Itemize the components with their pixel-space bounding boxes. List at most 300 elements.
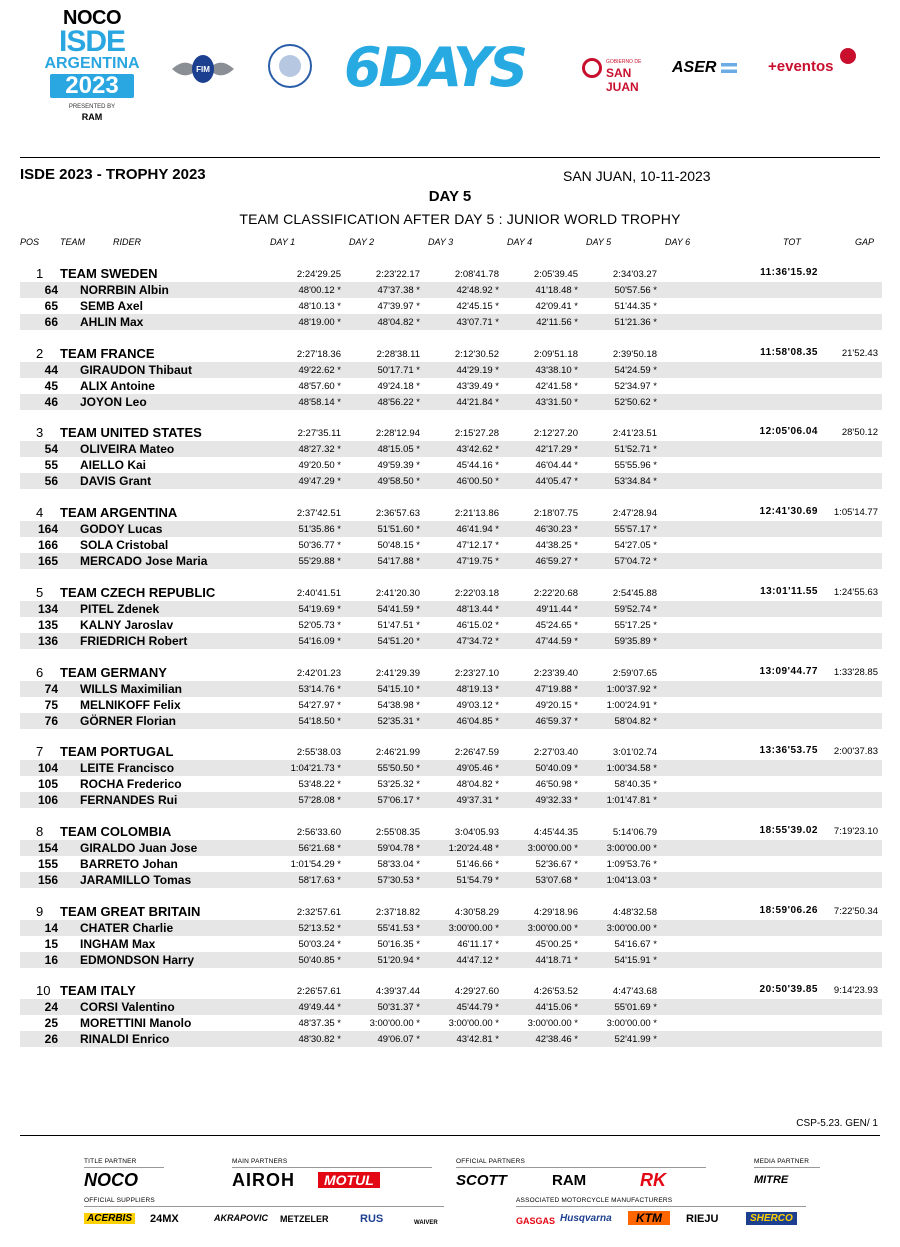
- rider-name: AIELLO Kai: [80, 458, 147, 472]
- rider-day-time: 42'48.92 *: [456, 285, 499, 296]
- col-day3: DAY 3: [428, 237, 454, 247]
- rider-day-time: 56'21.68 *: [298, 843, 341, 854]
- rider-day-time: 59'35.89 *: [614, 636, 657, 647]
- rider-day-time: 47'39.97 *: [377, 301, 420, 312]
- rider-day-time: 49'37.31 *: [456, 795, 499, 806]
- rider-day-time: 46'00.50 *: [456, 476, 499, 487]
- rider-name: GODOY Lucas: [80, 522, 163, 536]
- rider-day-time: 45'44.79 *: [456, 1002, 499, 1013]
- team-day-time: 2:23'39.40: [533, 668, 578, 679]
- rider-day-time: 47'37.38 *: [377, 285, 420, 296]
- rider-day-time: 46'04.44 *: [535, 460, 578, 471]
- rider-day-time: 44'47.12 *: [456, 955, 499, 966]
- rider-day-time: 48'56.22 *: [377, 397, 420, 408]
- team-day-time: 2:23'22.17: [375, 269, 420, 280]
- rider-day-time: 1:04'13.03 *: [606, 875, 657, 886]
- team-day-time: 2:41'29.39: [375, 668, 420, 679]
- rider-day-time: 48'15.05 *: [377, 444, 420, 455]
- rider-day-time: 49'22.62 *: [298, 365, 341, 376]
- team-gap: 1:24'55.63: [833, 587, 878, 598]
- team-day-time: 2:28'38.11: [376, 349, 420, 360]
- rider-day-time: 55'57.17 *: [614, 524, 657, 535]
- team-day-time: 2:05'39.45: [533, 269, 578, 280]
- 24mx-logo: 24MX: [150, 1213, 179, 1225]
- rider-bib: 15: [44, 937, 58, 951]
- rider-day-time: 48'58.14 *: [298, 397, 341, 408]
- rider-day-time: 50'16.35 *: [377, 939, 420, 950]
- team-day-time: 2:23'27.10: [454, 668, 499, 679]
- rider-day-time: 43'07.71 *: [456, 317, 499, 328]
- rider-day-time: 51'35.86 *: [298, 524, 341, 535]
- team-day-time: 4:48'32.58: [612, 907, 657, 918]
- rider-name: MELNIKOFF Felix: [80, 698, 181, 712]
- rider-day-time: 43'31.50 *: [535, 397, 578, 408]
- rider-day-time: 51'44.35 *: [614, 301, 657, 312]
- media-partner-rule: [754, 1167, 820, 1168]
- rider-row: [20, 776, 882, 792]
- col-day2: DAY 2: [349, 237, 375, 247]
- team-day-time: 2:55'08.35: [375, 827, 420, 838]
- col-tot: TOT: [783, 237, 801, 247]
- col-gap: GAP: [855, 237, 875, 247]
- team-day-time: 2:27'03.40: [533, 747, 578, 758]
- team-day-time: 3:01'02.74: [612, 747, 657, 758]
- rider-row: [20, 601, 882, 617]
- team-row: [20, 585, 882, 601]
- rider-row: [20, 760, 882, 776]
- rider-bib: 65: [44, 299, 58, 313]
- rider-day-time: 49'20.15 *: [535, 700, 578, 711]
- rider-row: [20, 441, 882, 457]
- rider-bib: 66: [44, 315, 58, 329]
- gasgas-logo: GASGAS: [516, 1216, 556, 1226]
- team-day-time: 2:55'38.03: [296, 747, 341, 758]
- team-gap: 21'52.43: [841, 348, 878, 359]
- team-day-time: 2:56'33.60: [296, 827, 341, 838]
- rider-day-time: 47'12.17 *: [456, 540, 499, 551]
- rider-day-time: 3:00'00.00 *: [448, 1018, 499, 1029]
- rider-day-time: 48'13.44 *: [456, 604, 499, 615]
- team-day-time: 2:36'57.63: [375, 508, 420, 519]
- team-day-time: 2:32'57.61: [296, 907, 341, 918]
- rider-name: SOLA Cristobal: [80, 538, 169, 552]
- rider-row: [20, 394, 882, 410]
- rider-bib: 46: [44, 395, 58, 409]
- rider-day-time: 1:20'24.48 *: [448, 843, 499, 854]
- rider-day-time: 54'19.69 *: [298, 604, 341, 615]
- rider-day-time: 54'24.59 *: [614, 365, 657, 376]
- team-position: 10: [36, 983, 51, 998]
- rider-day-time: 54'38.98 *: [377, 700, 420, 711]
- rider-row: [20, 1031, 882, 1047]
- team-day-time: 2:26'47.59: [454, 747, 499, 758]
- airoh-logo: AIROH: [232, 1170, 295, 1190]
- svg-text:FIM: FIM: [196, 65, 210, 74]
- rider-day-time: 54'51.20 *: [377, 636, 420, 647]
- rider-day-time: 52'13.52 *: [298, 923, 341, 934]
- rider-row: [20, 617, 882, 633]
- rider-day-time: 43'42.62 *: [456, 444, 499, 455]
- team-day-time: 2:59'07.65: [612, 668, 657, 679]
- rider-day-time: 46'11.17 *: [457, 939, 499, 950]
- rider-day-time: 50'03.24 *: [298, 939, 341, 950]
- rider-day-time: 59'52.74 *: [614, 604, 657, 615]
- team-gap: 9:14'23.93: [833, 985, 878, 996]
- rider-day-time: 51'21.36 *: [614, 317, 657, 328]
- isde-argentina-logo: NOCO ISDE ARGENTINA 2023 PRESENTED BY RAM: [44, 7, 140, 122]
- team-row: [20, 505, 882, 521]
- rider-row: [20, 952, 882, 968]
- rider-day-time: 3:00'00.00 *: [606, 1018, 657, 1029]
- rider-day-time: 3:00'00.00 *: [527, 1018, 578, 1029]
- rider-row: [20, 792, 882, 808]
- rider-name: GIRALDO Juan Jose: [80, 841, 198, 855]
- rider-bib: 166: [37, 538, 58, 552]
- rider-day-time: 42'09.41 *: [535, 301, 578, 312]
- rider-name: GÖRNER Florian: [80, 714, 177, 728]
- rk-logo: RK: [640, 1170, 666, 1190]
- team-name: TEAM FRANCE: [60, 346, 155, 361]
- rider-name: OLIVEIRA Mateo: [80, 442, 175, 456]
- rider-row: [20, 521, 882, 537]
- team-day-time: 4:39'37.44: [375, 986, 420, 997]
- rider-day-time: 54'18.50 *: [298, 716, 341, 727]
- rider-name: AHLIN Max: [80, 315, 144, 329]
- team-total-time: 13:09'44.77: [759, 666, 818, 677]
- rider-day-time: 57'30.53 *: [377, 875, 420, 886]
- day-title: DAY 5: [428, 188, 472, 205]
- team-name: TEAM UNITED STATES: [60, 425, 202, 440]
- rider-row: [20, 920, 882, 936]
- rider-day-time: 59'04.78 *: [377, 843, 420, 854]
- rider-day-time: 50'57.56 *: [614, 285, 657, 296]
- eventos-badge-icon: [840, 48, 856, 64]
- rider-day-time: 50'40.09 *: [535, 763, 578, 774]
- rider-day-time: 49'32.33 *: [535, 795, 578, 806]
- scott-logo: SCOTT: [456, 1172, 507, 1189]
- rider-day-time: 46'59.27 *: [535, 556, 578, 567]
- rider-day-time: 53'14.76 *: [298, 684, 341, 695]
- rider-day-time: 54'17.88 *: [377, 556, 420, 567]
- team-day-time: 2:22'20.68: [533, 588, 578, 599]
- team-row: [20, 824, 882, 840]
- rider-bib: 56: [44, 474, 58, 488]
- rider-bib: 165: [37, 554, 58, 568]
- rider-name: BARRETO Johan: [80, 857, 178, 871]
- official-partners-label: OFFICIAL PARTNERS: [456, 1158, 526, 1165]
- team-position: 3: [36, 425, 44, 440]
- rider-day-time: 47'19.75 *: [456, 556, 499, 567]
- rider-name: GIRAUDON Thibaut: [80, 363, 192, 377]
- rider-row: [20, 872, 882, 888]
- col-rider: RIDER: [113, 237, 142, 247]
- rider-day-time: 49'59.39 *: [377, 460, 420, 471]
- waiver-logo: WAIVER: [414, 1220, 438, 1226]
- rider-day-time: 43'38.10 *: [535, 365, 578, 376]
- rider-day-time: 55'29.88 *: [298, 556, 341, 567]
- rider-name: SEMB Axel: [80, 299, 143, 313]
- rider-bib: 64: [44, 283, 58, 297]
- main-partners-label: MAIN PARTNERS: [232, 1158, 288, 1165]
- rider-bib: 26: [44, 1032, 58, 1046]
- rider-day-time: 55'17.25 *: [614, 620, 657, 631]
- rider-name: JARAMILLO Tomas: [80, 873, 192, 887]
- rider-day-time: 46'30.23 *: [535, 524, 578, 535]
- rider-day-time: 52'35.31 *: [377, 716, 420, 727]
- rider-day-time: 50'36.77 *: [298, 540, 341, 551]
- rider-day-time: 49'03.12 *: [456, 700, 499, 711]
- rider-name: EDMONDSON Harry: [80, 953, 195, 967]
- location-date: SAN JUAN, 10-11-2023: [563, 168, 711, 184]
- rider-row: [20, 856, 882, 872]
- rider-name: CHATER Charlie: [80, 921, 174, 935]
- rider-day-time: 47'34.72 *: [456, 636, 499, 647]
- rider-row: [20, 378, 882, 394]
- rider-day-time: 42'38.46 *: [535, 1034, 578, 1045]
- rider-day-time: 52'41.99 *: [614, 1034, 657, 1045]
- team-day-time: 2:08'41.78: [454, 269, 499, 280]
- rider-bib: 156: [37, 873, 58, 887]
- team-day-time: 3:04'05.93: [454, 827, 499, 838]
- aser-logo: ASER: [672, 58, 760, 78]
- rider-day-time: 54'15.10 *: [377, 684, 420, 695]
- team-day-time: 4:29'18.96: [533, 907, 578, 918]
- rider-name: JOYON Leo: [80, 395, 147, 409]
- team-total-time: 13:01'11.55: [760, 586, 818, 597]
- col-day6: DAY 6: [665, 237, 691, 247]
- mitre-logo: MITRE: [754, 1174, 789, 1186]
- rider-day-time: 58'17.63 *: [298, 875, 341, 886]
- rider-name: FERNANDES Rui: [80, 793, 178, 807]
- team-row: [20, 665, 882, 681]
- camr-seal-icon: [268, 44, 312, 88]
- rider-day-time: 42'41.58 *: [535, 381, 578, 392]
- rider-day-time: 54'27.97 *: [298, 700, 341, 711]
- team-name: TEAM COLOMBIA: [60, 824, 172, 839]
- title-partner-label: TITLE PARTNER: [84, 1158, 137, 1165]
- sherco-logo: SHERCO: [746, 1212, 797, 1225]
- team-position: 8: [36, 824, 44, 839]
- team-total-time: 20:50'39.85: [759, 984, 818, 995]
- noco-logo: NOCO: [84, 1170, 138, 1190]
- rider-name: CORSI Valentino: [80, 1000, 175, 1014]
- rider-name: RINALDI Enrico: [80, 1032, 170, 1046]
- rider-row: [20, 282, 882, 298]
- team-total-time: 12:41'30.69: [759, 506, 818, 517]
- rider-row: [20, 697, 882, 713]
- fim-logo-icon: [170, 52, 236, 86]
- col-day5: DAY 5: [586, 237, 612, 247]
- rider-day-time: 44'29.19 *: [456, 365, 499, 376]
- rider-day-time: 1:09'53.76 *: [606, 859, 657, 870]
- team-day-time: 2:42'01.23: [296, 668, 341, 679]
- document-code: CSP-5.23. GEN/ 1: [796, 1118, 878, 1129]
- rider-day-time: 47'19.88 *: [535, 684, 578, 695]
- rider-day-time: 51'51.60 *: [377, 524, 420, 535]
- rider-name: MERCADO Jose Maria: [80, 554, 208, 568]
- rider-day-time: 1:01'47.81 *: [606, 795, 657, 806]
- team-name: TEAM PORTUGAL: [60, 744, 174, 759]
- rider-bib: 155: [37, 857, 58, 871]
- team-row: [20, 346, 882, 362]
- rider-day-time: 46'59.37 *: [535, 716, 578, 727]
- rider-day-time: 57'28.08 *: [298, 795, 341, 806]
- sun-icon: [582, 58, 602, 78]
- team-day-time: 2:39'50.18: [612, 349, 657, 360]
- rider-day-time: 51'46.66 *: [456, 859, 499, 870]
- rider-row: [20, 362, 882, 378]
- san-juan-logo: GOBIERNO DE SAN JUAN: [582, 56, 662, 82]
- rider-bib: 136: [37, 634, 58, 648]
- team-day-time: 2:27'35.11: [297, 428, 341, 439]
- team-name: TEAM ITALY: [60, 983, 136, 998]
- akrapovic-logo: AKRAPOVIC: [214, 1213, 269, 1223]
- ram-logo: RAM: [552, 1172, 587, 1189]
- rider-day-time: 54'27.05 *: [614, 540, 657, 551]
- team-total-time: 11:58'08.35: [760, 347, 818, 358]
- rider-row: [20, 553, 882, 569]
- event-title: ISDE 2023 - TROPHY 2023: [20, 166, 206, 183]
- rider-day-time: 49'47.29 *: [298, 476, 341, 487]
- rider-bib: 105: [37, 777, 58, 791]
- team-day-time: 2:26'57.61: [296, 986, 341, 997]
- rider-day-time: 58'33.04 *: [377, 859, 420, 870]
- rider-day-time: 3:00'00.00 *: [606, 923, 657, 934]
- rider-bib: 74: [44, 682, 58, 696]
- rider-day-time: 48'37.35 *: [298, 1018, 341, 1029]
- title-partner-rule: [84, 1167, 164, 1168]
- rider-row: [20, 713, 882, 729]
- rider-name: FRIEDRICH Robert: [80, 634, 188, 648]
- col-day1: DAY 1: [270, 237, 296, 247]
- rider-day-time: 1:00'34.58 *: [606, 763, 657, 774]
- metzeler-logo: METZELER: [280, 1214, 329, 1224]
- rider-day-time: 48'04.82 *: [377, 317, 420, 328]
- rider-row: [20, 999, 882, 1015]
- team-day-time: 4:29'27.60: [454, 986, 499, 997]
- rider-name: DAVIS Grant: [80, 474, 152, 488]
- rider-day-time: 53'25.32 *: [377, 779, 420, 790]
- team-position: 6: [36, 665, 44, 680]
- associated-manufacturers-label: ASSOCIATED MOTORCYCLE MANUFACTURERS: [516, 1197, 673, 1204]
- team-gap: 1:05'14.77: [833, 507, 878, 518]
- team-day-time: 2:24'29.25: [296, 269, 341, 280]
- rider-day-time: 46'41.94 *: [456, 524, 499, 535]
- rider-bib: 55: [44, 458, 58, 472]
- rider-day-time: 48'27.32 *: [298, 444, 341, 455]
- rider-day-time: 53'07.68 *: [535, 875, 578, 886]
- sixdays-logo: 6DAYS: [344, 36, 525, 99]
- rider-day-time: 58'04.82 *: [614, 716, 657, 727]
- team-day-time: 2:27'18.36: [296, 349, 341, 360]
- rider-day-time: 45'24.65 *: [535, 620, 578, 631]
- team-total-time: 18:59'06.26: [759, 905, 818, 916]
- rider-day-time: 42'11.56 *: [536, 317, 578, 328]
- rider-day-time: 48'10.13 *: [298, 301, 341, 312]
- acerbis-logo: ACERBIS: [84, 1213, 135, 1224]
- rider-day-time: 51'54.79 *: [456, 875, 499, 886]
- team-position: 5: [36, 585, 44, 600]
- rider-day-time: 55'41.53 *: [377, 923, 420, 934]
- rider-day-time: 51'20.94 *: [377, 955, 420, 966]
- rider-bib: 134: [37, 602, 58, 616]
- rider-day-time: 48'04.82 *: [456, 779, 499, 790]
- rider-day-time: 54'41.59 *: [377, 604, 420, 615]
- team-gap: 7:22'50.34: [833, 906, 878, 917]
- rider-day-time: 50'40.85 *: [298, 955, 341, 966]
- rider-day-time: 1:01'54.29 *: [290, 859, 341, 870]
- main-partners-rule: [232, 1167, 432, 1168]
- rider-day-time: 46'04.85 *: [456, 716, 499, 727]
- rider-day-time: 44'05.47 *: [535, 476, 578, 487]
- sponsor-header: [0, 0, 900, 140]
- rider-bib: 164: [37, 522, 58, 536]
- rider-name: MORETTINI Manolo: [80, 1016, 192, 1030]
- rider-day-time: 52'50.62 *: [614, 397, 657, 408]
- rider-day-time: 1:00'24.91 *: [606, 700, 657, 711]
- team-day-time: 2:54'45.88: [612, 588, 657, 599]
- rider-name: KALNY Jaroslav: [80, 618, 174, 632]
- rider-bib: 16: [44, 953, 58, 967]
- col-team: TEAM: [60, 237, 86, 247]
- team-day-time: 2:47'28.94: [612, 508, 657, 519]
- rider-day-time: 47'44.59 *: [535, 636, 578, 647]
- team-row: [20, 983, 882, 999]
- team-day-time: 2:21'13.86: [454, 508, 499, 519]
- rider-name: INGHAM Max: [80, 937, 156, 951]
- rider-name: NORRBIN Albin: [80, 283, 169, 297]
- header-divider: [20, 157, 880, 158]
- rider-day-time: 55'50.50 *: [377, 763, 420, 774]
- rider-bib: 135: [37, 618, 58, 632]
- rider-day-time: 50'17.71 *: [377, 365, 420, 376]
- media-partner-label: MEDIA PARTNER: [754, 1158, 810, 1165]
- rider-day-time: 3:00'00.00 *: [448, 923, 499, 934]
- team-name: TEAM ARGENTINA: [60, 505, 178, 520]
- eventos-logo: +eventos: [768, 52, 858, 82]
- rider-day-time: 51'52.71 *: [614, 444, 657, 455]
- rieju-logo: RIEJU: [686, 1213, 719, 1225]
- team-day-time: 4:26'53.52: [533, 986, 578, 997]
- team-name: TEAM GERMANY: [60, 665, 167, 680]
- rider-bib: 14: [44, 921, 58, 935]
- team-day-time: 2:12'27.20: [533, 428, 578, 439]
- team-day-time: 2:15'27.28: [454, 428, 499, 439]
- rider-row: [20, 936, 882, 952]
- rider-day-time: 52'05.73 *: [298, 620, 341, 631]
- team-total-time: 12:05'06.04: [759, 426, 818, 437]
- rider-bib: 44: [44, 363, 58, 377]
- team-day-time: 2:46'21.99: [375, 747, 420, 758]
- col-day4: DAY 4: [507, 237, 533, 247]
- team-name: TEAM CZECH REPUBLIC: [60, 585, 216, 600]
- motul-logo: MOTUL: [318, 1172, 380, 1188]
- rider-day-time: 45'00.25 *: [535, 939, 578, 950]
- team-day-time: 2:22'03.18: [454, 588, 499, 599]
- rider-day-time: 49'49.44 *: [298, 1002, 341, 1013]
- rider-day-time: 48'57.60 *: [298, 381, 341, 392]
- team-position: 4: [36, 505, 44, 520]
- argentina-flag-icon: [721, 63, 737, 73]
- team-day-time: 4:45'44.35: [533, 827, 578, 838]
- rider-bib: 45: [44, 379, 58, 393]
- rider-day-time: 3:00'00.00 *: [527, 843, 578, 854]
- rider-day-time: 48'30.82 *: [298, 1034, 341, 1045]
- team-row: [20, 266, 882, 282]
- rider-day-time: 44'21.84 *: [456, 397, 499, 408]
- rider-day-time: 54'15.91 *: [614, 955, 657, 966]
- rider-day-time: 46'50.98 *: [535, 779, 578, 790]
